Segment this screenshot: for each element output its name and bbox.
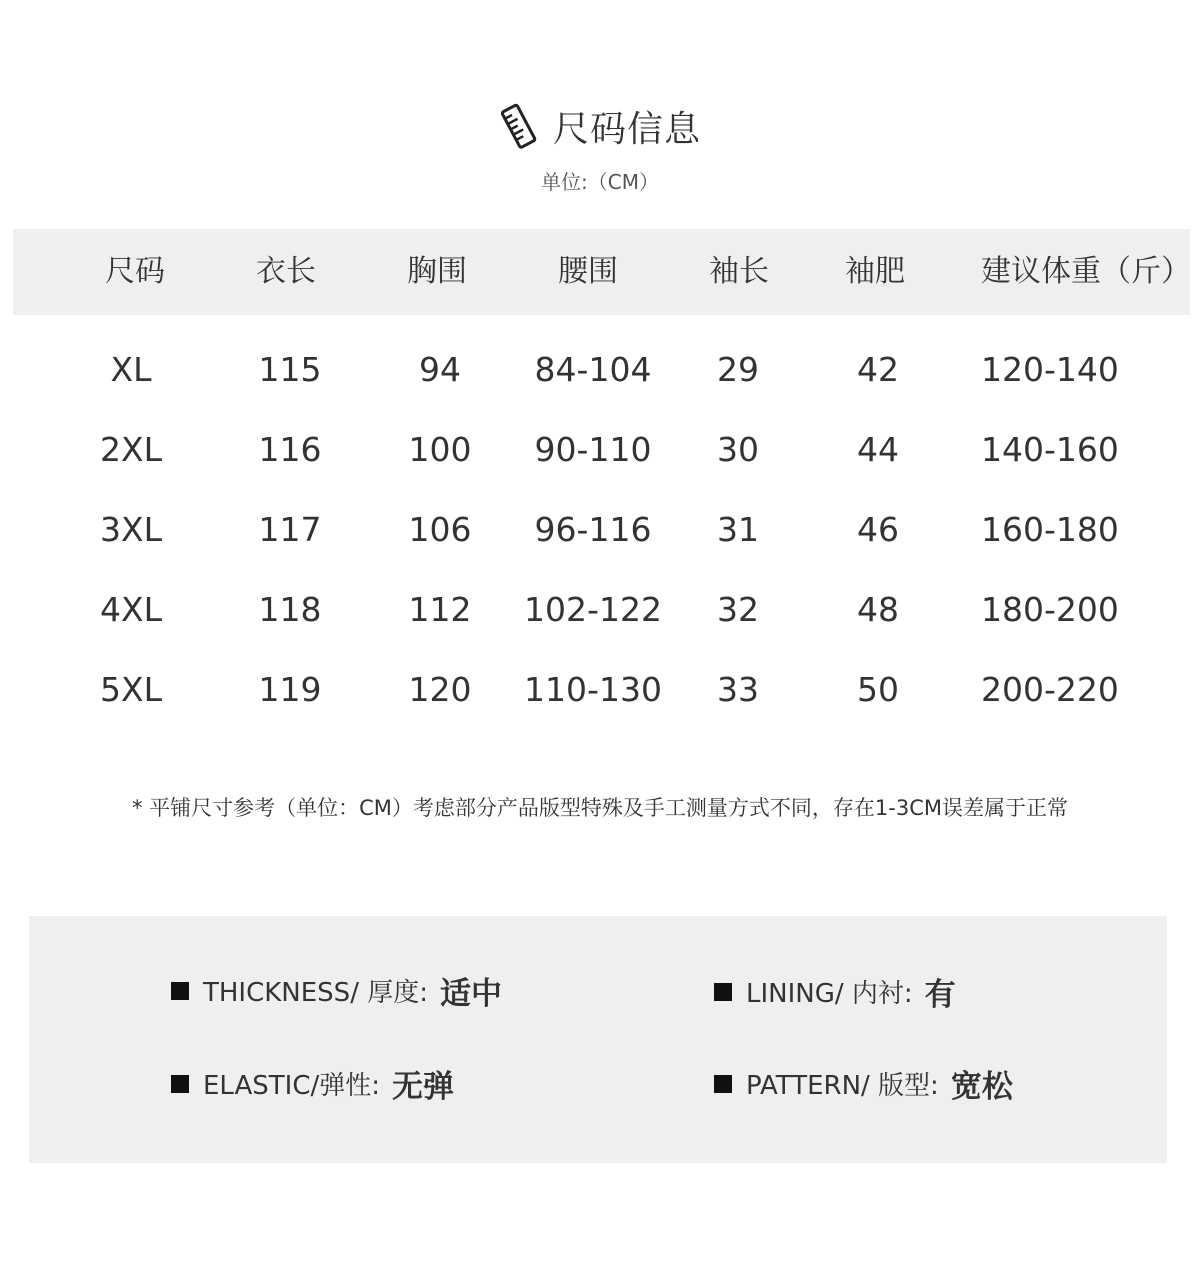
table-row xyxy=(0,643,1200,723)
attribute-lining xyxy=(714,969,956,1014)
cell-sleeve-width: 44 xyxy=(857,430,899,469)
header-sleeve-length: 袖长 xyxy=(709,254,769,289)
table-row xyxy=(0,403,1200,483)
cell-length: 119 xyxy=(258,670,322,709)
measurement-note: * 平铺尺寸参考（单位：CM）考虑部分产品版型特殊及手工测量方式不同，存在1-3CM误差属于正常 xyxy=(131,796,1069,820)
attribute-label: THICKNESS/ 厚度: xyxy=(203,978,428,1008)
cell-sleeve-length: 32 xyxy=(717,590,759,629)
cell-waist: 90-110 xyxy=(534,430,652,469)
cell-chest: 100 xyxy=(408,430,472,469)
cell-sleeve-length: 30 xyxy=(717,430,759,469)
square-bullet-icon xyxy=(171,982,189,1000)
cell-chest: 120 xyxy=(408,670,472,709)
cell-chest: 94 xyxy=(419,350,461,389)
attribute-value: 无弹 xyxy=(392,1069,455,1105)
cell-waist: 110-130 xyxy=(524,670,662,709)
cell-sleeve-width: 48 xyxy=(857,590,899,629)
cell-size: 4XL xyxy=(100,590,162,629)
cell-weight: 160-180 xyxy=(981,510,1119,549)
cell-size: 5XL xyxy=(100,670,162,709)
attribute-label: LINING/ 内衬: xyxy=(746,979,913,1009)
cell-size: 2XL xyxy=(100,430,162,469)
cell-size: 3XL xyxy=(100,510,162,549)
table-row xyxy=(0,563,1200,643)
attributes-panel xyxy=(29,916,1167,1163)
cell-weight: 200-220 xyxy=(981,670,1119,709)
table-row xyxy=(0,483,1200,563)
cell-sleeve-width: 46 xyxy=(857,510,899,549)
cell-sleeve-length: 31 xyxy=(717,510,759,549)
attribute-value: 宽松 xyxy=(950,1069,1013,1105)
cell-weight: 120-140 xyxy=(981,350,1119,389)
size-table-header xyxy=(13,229,1190,315)
table-row xyxy=(0,323,1200,403)
header-sleeve-width: 袖肥 xyxy=(845,254,905,289)
cell-waist: 84-104 xyxy=(534,350,652,389)
cell-sleeve-length: 33 xyxy=(717,670,759,709)
cell-waist: 96-116 xyxy=(534,510,652,549)
attribute-value: 有 xyxy=(924,977,956,1013)
attribute-elastic xyxy=(171,1061,454,1106)
cell-weight: 140-160 xyxy=(981,430,1119,469)
attribute-pattern xyxy=(714,1061,1013,1106)
cell-chest: 112 xyxy=(408,590,472,629)
header-size: 尺码 xyxy=(105,254,165,289)
cell-length: 116 xyxy=(258,430,322,469)
cell-chest: 106 xyxy=(408,510,472,549)
cell-size: XL xyxy=(110,350,152,389)
cell-waist: 102-122 xyxy=(524,590,662,629)
unit-label: 单位:（CM） xyxy=(541,170,659,194)
square-bullet-icon xyxy=(714,983,732,1001)
ruler-icon xyxy=(499,103,539,149)
square-bullet-icon xyxy=(714,1075,732,1093)
cell-length: 118 xyxy=(258,590,322,629)
title-row xyxy=(0,98,1200,154)
cell-length: 115 xyxy=(258,350,322,389)
attribute-label: PATTERN/ 版型: xyxy=(746,1071,939,1101)
header-waist: 腰围 xyxy=(558,254,618,289)
cell-sleeve-width: 42 xyxy=(857,350,899,389)
cell-sleeve-width: 50 xyxy=(857,670,899,709)
square-bullet-icon xyxy=(171,1075,189,1093)
size-table-body xyxy=(0,315,1200,735)
cell-weight: 180-200 xyxy=(981,590,1119,629)
attribute-thickness xyxy=(171,968,502,1013)
header-length: 衣长 xyxy=(256,254,316,289)
cell-length: 117 xyxy=(258,510,322,549)
attribute-label: ELASTIC/弹性: xyxy=(203,1071,381,1101)
header-weight: 建议体重（斤） xyxy=(981,254,1191,289)
page-title: 尺码信息 xyxy=(552,108,701,150)
cell-sleeve-length: 29 xyxy=(717,350,759,389)
header-chest: 胸围 xyxy=(407,254,467,289)
attribute-value: 适中 xyxy=(439,976,502,1012)
